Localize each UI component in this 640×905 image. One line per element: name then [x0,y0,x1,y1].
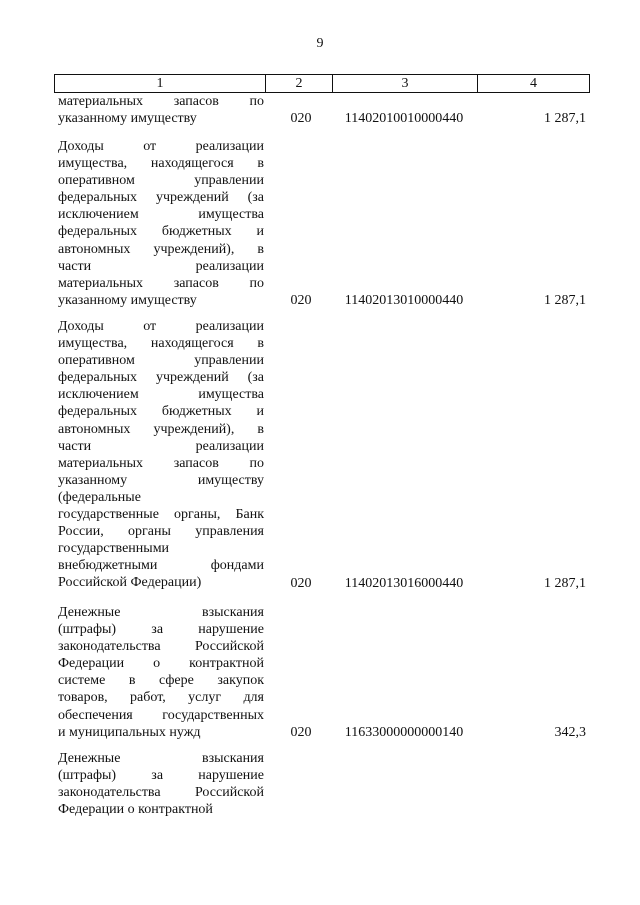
description-line: указанному имуществу [58,292,197,308]
description-line: оперативном управлении [58,353,264,369]
row-description [58,318,264,592]
header-col-4: 4 [478,75,590,93]
description-line: Российской Федерации) [58,575,202,591]
description-line: законодательства Российской [58,785,264,801]
description-line: материальных запасов по [58,94,264,109]
table-header [54,74,590,93]
row-description [58,750,264,818]
description-line: автономных учреждений), в [58,241,264,257]
description-line: государственными [58,541,170,557]
description-line: федеральных бюджетных и [58,404,264,420]
description-line: исключением имущества [58,387,264,403]
row-amount: 1 287,1 [544,292,586,308]
description-line: законодательства Российской [58,639,264,655]
description-line: федеральных учреждений (за [58,190,264,206]
description-line: Федерации о контрактной [58,802,213,818]
page-number: 9 [316,36,324,51]
description-line: и муниципальных нужд [58,724,201,740]
description-line: части реализации [58,258,264,274]
table-row [54,138,590,309]
row-budget-code: 11633000000000140 [344,724,464,740]
description-line: Денежные взыскания [58,751,264,766]
description-line: исключением имущества [58,207,264,223]
row-budget-code: 11402013016000440 [344,575,464,591]
table-row [54,93,590,127]
description-line: Денежные взыскания [58,605,264,620]
header-col-1: 1 [55,75,266,93]
description-line: имущества, находящегося в [58,156,264,172]
header-col-3: 3 [333,75,478,93]
description-line: федеральных учреждений (за [58,370,264,386]
description-line: имущества, находящегося в [58,336,264,352]
row-amount: 1 287,1 [544,111,586,127]
description-line: Доходы от реализации [58,319,264,334]
table-row [54,318,590,592]
table-row [54,604,590,741]
description-line: (штрафы) за нарушение [58,622,264,638]
description-line: Федерации о контрактной [58,656,264,672]
description-line: Доходы от реализации [58,139,264,154]
description-line: автономных учреждений), в [58,421,264,437]
header-col-2: 2 [266,75,333,93]
row-admin-code: 020 [290,111,312,127]
description-line: (штрафы) за нарушение [58,768,264,784]
description-line: товаров, работ, услуг для [58,690,264,706]
description-line: части реализации [58,438,264,454]
row-admin-code: 020 [290,724,312,740]
row-description [58,138,264,309]
description-line: государственные органы, Банк [58,507,264,523]
row-budget-code: 11402010010000440 [344,111,464,127]
description-line: указанному имуществу [58,472,264,488]
description-line: России, органы управления [58,524,264,540]
row-amount: 342,3 [554,724,586,740]
row-amount: 1 287,1 [544,575,586,591]
table-row [54,750,590,818]
description-line: обеспечения государственных [58,707,264,723]
description-line: указанному имуществу [58,111,197,127]
description-line: оперативном управлении [58,173,264,189]
description-line: федеральных бюджетных и [58,224,264,240]
description-line: (федеральные [58,489,141,505]
row-budget-code: 11402013010000440 [344,292,464,308]
description-line: материальных запасов по [58,455,264,471]
row-admin-code: 020 [290,292,312,308]
row-description [58,93,264,127]
description-line: материальных запасов по [58,275,264,291]
description-line: системе в сфере закупок [58,673,264,689]
row-admin-code: 020 [290,575,312,591]
row-description [58,604,264,741]
description-line: внебюджетными фондами [58,558,264,574]
